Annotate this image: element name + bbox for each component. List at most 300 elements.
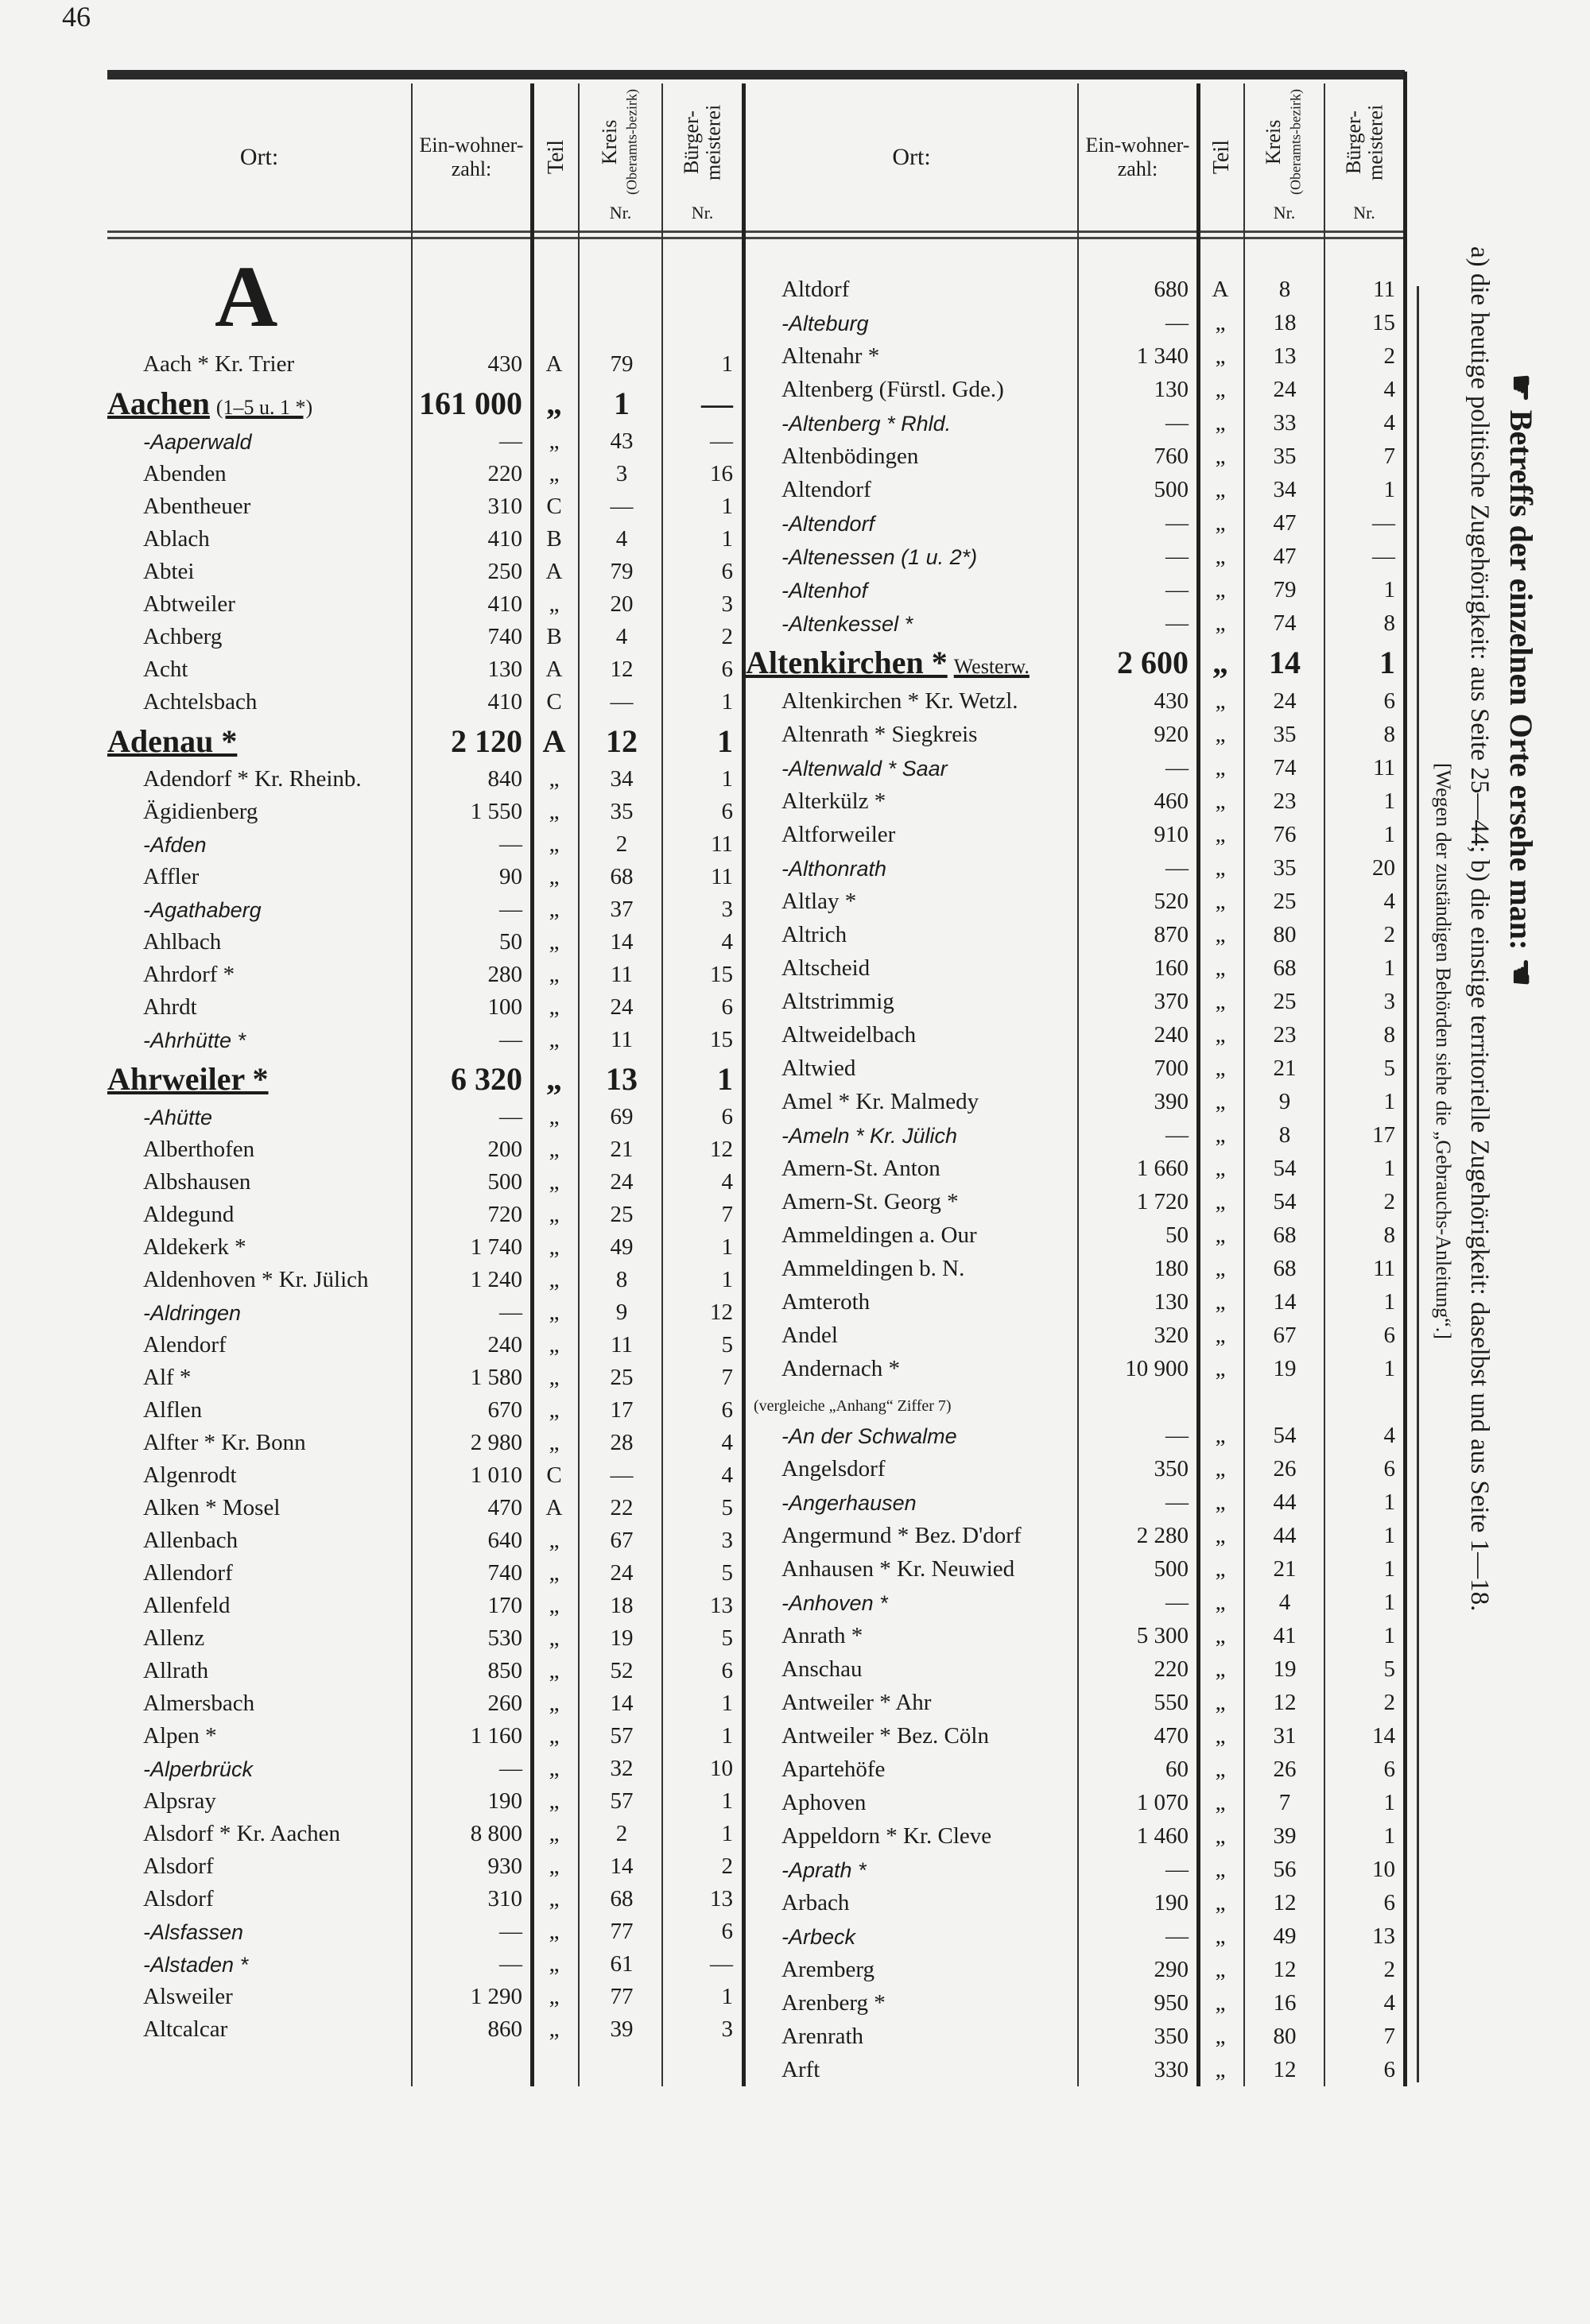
buergermeisterei-nr: 6 [721,1397,733,1423]
population: — [1165,855,1189,881]
kreis-nr: 12 [1273,1690,1297,1715]
place-name: Altenrath * Siegkreis [781,722,978,747]
teil: „ [549,1267,560,1292]
side-note-line1: a) die heutige politische Zugehörigkeit: aus Seite 25—44; b) die einstige territorielle Zugehörigkeit: daselbst und aus Seite 1—18. [1465,246,1494,1612]
kreis-nr: 23 [1273,1022,1297,1048]
buergermeisterei-nr: 2 [1383,343,1395,369]
place-name: Altforweiler [781,822,896,847]
teil: „ [1215,1156,1226,1181]
table-row [746,1218,1406,1252]
buergermeisterei-nr: 6 [1383,688,1395,714]
kreis-nr: 39 [610,2016,634,2042]
kreis-nr: 9 [615,1300,628,1325]
kreis-nr: 12 [1273,1890,1297,1915]
population: — [1165,1923,1189,1949]
header-kreis-text: Kreis [598,119,622,165]
teil: „ [549,1104,560,1129]
right-table [746,273,1406,2086]
population: 640 [487,1528,522,1553]
buergermeisterei-nr: 4 [721,1462,733,1488]
kreis-nr: 3 [615,461,628,486]
table-row [746,818,1406,851]
place-name: Altstrimmig [781,989,894,1014]
population: 250 [487,559,522,584]
table-row [107,1361,743,1394]
kreis-nr: 22 [610,1495,634,1520]
buergermeisterei-nr: 20 [1372,855,1395,881]
side-rule [1417,286,1419,2082]
buergermeisterei-nr: 6 [721,799,733,824]
population: 1 010 [470,1462,522,1488]
place-name: -Alteburg [781,312,869,335]
place-name: -Agathaberg [143,898,262,922]
table-row [107,458,743,490]
buergermeisterei-nr: 5 [1383,1055,1395,1081]
teil: „ [549,428,560,454]
population: 1 660 [1136,1156,1189,1181]
header-buerger-label: Bürger-meisterei [1341,104,1386,180]
population: — [499,1756,522,1781]
table-row [107,1024,743,1056]
teil: „ [549,1365,560,1390]
kreis-nr: 74 [1273,755,1297,780]
kreis-nr: 68 [1273,1256,1297,1281]
place-note: (1–5 u. 1 *) [215,396,313,419]
table-row [746,784,1406,818]
kreis-nr: 11 [611,962,633,987]
place-name: Allenfeld [143,1593,231,1618]
table-row [107,1850,743,1883]
table-row [746,1786,1406,1819]
place-name: -Altendorf [781,512,875,536]
buergermeisterei-nr: 6 [721,994,733,1020]
table-row [746,1118,1406,1152]
teil: „ [1215,1189,1226,1214]
table-row [107,1056,743,1101]
buergermeisterei-nr: 1 [1383,955,1395,981]
buergermeisterei-nr: 1 [1383,1790,1395,1815]
buergermeisterei-nr: 6 [1383,1323,1395,1348]
kreis-nr: 23 [1273,788,1297,814]
buergermeisterei-nr: 4 [721,929,733,955]
table-row [107,1753,743,1785]
kreis-nr: 16 [1273,1990,1297,2016]
population: 280 [487,962,522,987]
buergermeisterei-nr: 17 [1372,1122,1395,1148]
population: — [499,831,522,857]
buergermeisterei-nr: 6 [721,1919,733,1944]
table-row [107,381,743,425]
population: — [499,1300,522,1325]
teil: „ [1212,645,1228,680]
population: 50 [499,929,522,955]
kreis-nr: 79 [610,559,634,584]
buergermeisterei-nr: 16 [710,461,733,486]
teil: „ [1215,610,1226,636]
teil: „ [1215,1990,1226,2016]
population: 370 [1154,989,1189,1014]
table-row [746,1552,1406,1586]
teil: „ [549,1027,560,1052]
place-name: Altenbödingen [781,443,919,469]
table-row [746,684,1406,718]
population: 760 [1154,443,1189,469]
buergermeisterei-nr: 2 [1383,922,1395,947]
kreis-nr: 52 [610,1658,634,1683]
place-name: Altendorf [781,477,871,502]
buergermeisterei-nr: 5 [721,1625,733,1651]
buergermeisterei-nr: 1 [1383,1823,1395,1849]
population: 240 [1154,1022,1189,1048]
buergermeisterei-nr: 6 [1383,1890,1395,1915]
place-name: Amteroth [781,1289,871,1315]
table-row [746,1519,1406,1552]
kreis-nr: 41 [1273,1623,1297,1648]
teil: A [545,657,563,682]
kreis-nr: 24 [610,994,634,1020]
teil: „ [549,1332,560,1358]
kreis-nr: 19 [1273,1656,1297,1682]
table-row [746,1152,1406,1185]
buergermeisterei-nr: 5 [1383,1656,1395,1682]
table-row [107,861,743,893]
table-row [746,1452,1406,1485]
table-row [746,985,1406,1018]
place-name: Adendorf * Kr. Rheinb. [143,766,362,792]
kreis-nr: 12 [1273,1957,1297,1982]
table-row [107,1687,743,1720]
teil: „ [1215,1323,1226,1348]
population: 330 [1154,2057,1189,2082]
table-row [107,653,743,686]
table-row [107,1329,743,1361]
population: — [1165,544,1189,569]
kreis-nr: 4 [615,526,628,552]
teil: „ [1215,377,1226,402]
population: 290 [1154,1957,1189,1982]
table-row [746,606,1406,640]
place-name: -Aprath * [781,1858,867,1882]
teil: „ [1215,1690,1226,1715]
population: 1 240 [470,1267,522,1292]
table-row [746,885,1406,918]
teil: „ [549,831,560,857]
kreis-nr: 35 [610,799,634,824]
teil: C [546,494,562,519]
teil: „ [1215,822,1226,847]
table-row [107,926,743,959]
header-teil-label: Teil [543,139,568,175]
table-row [746,1185,1406,1218]
population: 350 [1154,2024,1189,2049]
table-row [107,763,743,796]
population: 1 290 [470,1984,522,2009]
buergermeisterei-nr: 14 [1372,1723,1395,1749]
table-row [746,540,1406,573]
table-row [746,573,1406,606]
place-name: -Ameln * Kr. Jülich [781,1124,958,1148]
teil: „ [549,962,560,987]
place-name: Arenrath [781,2024,864,2049]
place-name: Altweidelbach [781,1022,917,1048]
table-row [746,506,1406,540]
teil: „ [549,1853,560,1879]
buergermeisterei-nr: 13 [710,1593,733,1618]
buergermeisterei-nr: 6 [721,1658,733,1683]
place-name: Adenau * [107,723,238,759]
table-row [746,951,1406,985]
table-row [107,348,743,381]
place-name: Amel * Kr. Malmedy [781,1089,979,1114]
header-kreis [580,83,661,230]
population: — [1165,1423,1189,1448]
table-row [746,473,1406,506]
teil: „ [1215,1923,1226,1949]
buergermeisterei-nr: 2 [1383,1189,1395,1214]
teil: „ [1215,955,1226,981]
teil: „ [1215,989,1226,1014]
teil: „ [1215,1590,1226,1615]
teil: „ [1215,343,1226,369]
population: 1 460 [1136,1823,1189,1849]
table-row [746,1085,1406,1118]
table-row [107,556,743,588]
population: 1 340 [1136,343,1189,369]
buergermeisterei-nr: 6 [1383,1757,1395,1782]
kreis-nr: 56 [1273,1857,1297,1882]
teil: „ [549,1919,560,1944]
buergermeisterei-nr: 2 [1383,1957,1395,1982]
population: 2 120 [451,723,522,759]
place-name: Apartehöfe [781,1757,886,1782]
buergermeisterei-nr: 1 [721,1267,733,1292]
teil: „ [1215,477,1226,502]
table-row [746,273,1406,306]
buergermeisterei-nr: 1 [721,689,733,715]
kreis-nr: 44 [1273,1523,1297,1548]
buergermeisterei-nr: 1 [721,1723,733,1749]
place-name: -Aldringen [143,1301,242,1325]
buergermeisterei-nr: 5 [721,1332,733,1358]
buergermeisterei-nr: 6 [1383,2057,1395,2082]
place-name: -Alperbrück [143,1757,254,1781]
place-name: Altdorf [781,277,850,302]
teil: „ [1215,1055,1226,1081]
table-row [107,893,743,926]
table-row [746,373,1406,406]
population: 430 [1154,688,1189,714]
population: 2 980 [470,1430,522,1455]
population: 2 280 [1136,1523,1189,1548]
place-name: Achtelsbach [143,689,258,715]
header-buerger [663,83,742,230]
table-row [107,1492,743,1524]
table-row [107,1948,743,1981]
buergermeisterei-nr: 1 [1383,1356,1395,1381]
kreis-nr: 57 [610,1788,634,1814]
population: — [1165,310,1189,335]
kreis-nr: 24 [610,1169,634,1195]
buergermeisterei-nr: 1 [1383,1523,1395,1548]
place-name: Altwied [781,1055,856,1081]
place-name: Altscheid [781,955,871,981]
buergermeisterei-nr: — [710,428,733,454]
table-row [107,1818,743,1850]
population: 550 [1154,1690,1189,1715]
population: 1 720 [1136,1189,1189,1214]
table-row [107,1264,743,1296]
place-name: Altenkirchen * Westerw. [746,645,1030,680]
kreis-nr: — [610,689,634,715]
population: 60 [1165,1757,1189,1782]
buergermeisterei-nr: 6 [721,559,733,584]
table-row [746,1953,1406,1986]
place-name: Arbach [781,1890,850,1915]
kreis-nr: 25 [1273,989,1297,1014]
place-name: Altenahr * [781,343,880,369]
header-kreis-sub: (Oberamts-bezirk) [623,89,640,196]
buergermeisterei-nr: — [1372,510,1395,536]
place-name: Arenberg * [781,1990,886,2016]
kreis-nr: 79 [610,351,634,377]
teil: „ [1215,1556,1226,1582]
place-name: Anhausen * Kr. Neuwied [781,1556,1015,1582]
kreis-nr: 8 [615,1267,628,1292]
kreis-nr: 68 [610,1886,634,1911]
kreis-nr: 20 [610,591,634,617]
place-name: Alpen * [143,1723,217,1749]
table-row [107,796,743,828]
place-name: Antweiler * Bez. Cöln [781,1723,989,1749]
place-name: -Ahrhütte * [143,1028,246,1052]
teil: „ [549,1821,560,1846]
buergermeisterei-nr: 11 [1373,755,1395,780]
place-name: Aach * Kr. Trier [143,351,295,377]
table-row [107,1427,743,1459]
page-number: 46 [62,1,91,33]
header-ort: Ort: [892,143,931,170]
place-name: -Angerhausen [781,1491,917,1515]
place-name: -Altenkessel * [781,612,913,636]
population: — [1165,1489,1189,1515]
teil: „ [549,2016,560,2042]
table-row [746,1652,1406,1686]
buergermeisterei-nr: 1 [721,1234,733,1260]
teil: „ [1215,1823,1226,1849]
population: 170 [487,1593,522,1618]
population: 220 [1154,1656,1189,1682]
teil: „ [1215,1790,1226,1815]
kreis-nr: 77 [610,1919,634,1944]
population: 910 [1154,822,1189,847]
buergermeisterei-nr: 8 [1383,1022,1395,1048]
kreis-nr: 18 [1273,310,1297,335]
place-name: Abtei [143,559,195,584]
teil: „ [546,1061,562,1097]
teil: A [545,559,563,584]
table-row [107,1296,743,1329]
place-name: (vergleiche „Anhang“ Ziffer 7) [754,1397,952,1415]
place-name: Altrich [781,922,847,947]
place-name: Ammeldingen a. Our [781,1222,977,1248]
teil: „ [549,1756,560,1781]
place-name: Aldekerk * [143,1234,246,1260]
teil: „ [1215,510,1226,536]
population: 1 740 [470,1234,522,1260]
teil: „ [1215,1857,1226,1882]
kreis-nr: 67 [610,1528,634,1553]
buergermeisterei-nr: 4 [721,1430,733,1455]
kreis-nr: 54 [1273,1189,1297,1214]
population: 670 [487,1397,522,1423]
kreis-nr: 9 [1278,1089,1291,1114]
kreis-nr: 4 [615,624,628,649]
kreis-nr: 12 [610,657,634,682]
buergermeisterei-nr: 3 [721,2016,733,2042]
buergermeisterei-nr: 3 [721,591,733,617]
kreis-nr: 34 [1273,477,1297,502]
population: 310 [487,1886,522,1911]
buergermeisterei-nr: 1 [1383,1289,1395,1315]
table-row [746,1853,1406,1886]
teil: B [546,624,562,649]
teil: A [542,723,566,759]
population: — [499,897,522,922]
place-name: -Althonrath [781,857,887,881]
table-row [746,1485,1406,1519]
kreis-nr: 33 [1273,410,1297,436]
side-note-title: ☛ Betreffs der einzelnen Orte ersehe man: ☚ [1503,374,1539,987]
teil: „ [1215,1957,1226,1982]
population: 130 [487,657,522,682]
teil: „ [1215,1122,1226,1148]
place-name: Andel [781,1323,838,1348]
table-row [746,1886,1406,1919]
place-name: Abtweiler [143,591,235,617]
place-name: Alsweiler [143,1984,233,2009]
buergermeisterei-nr: — [1372,544,1395,569]
population: 310 [487,494,522,519]
kreis-nr: 47 [1273,510,1297,536]
teil: „ [549,897,560,922]
place-name: Aremberg [781,1957,875,1982]
buergermeisterei-nr: 1 [1383,1623,1395,1648]
header-kreis [1245,83,1324,230]
table-row [746,1419,1406,1452]
teil: „ [549,591,560,617]
population: 180 [1154,1256,1189,1281]
teil: A [545,351,563,377]
header-einwohner: Ein-wohner-zahl: [419,133,524,180]
teil: „ [1215,577,1226,602]
population: 100 [487,994,522,1020]
kreis-nr: 77 [610,1984,634,2009]
kreis-nr: 14 [610,929,634,955]
table-row [107,1981,743,2013]
table-row [746,339,1406,373]
buergermeisterei-nr: 4 [1383,1423,1395,1448]
teil: „ [1215,1423,1226,1448]
place-name: Ahrdorf * [143,962,235,987]
teil: „ [1215,1289,1226,1315]
population: — [1165,1122,1189,1148]
population: 720 [487,1202,522,1227]
table-row [746,1619,1406,1652]
table-row [107,1199,743,1231]
place-name: Algenrodt [143,1462,237,1488]
place-name: Alsdorf [143,1886,214,1911]
table-row [746,2053,1406,2086]
